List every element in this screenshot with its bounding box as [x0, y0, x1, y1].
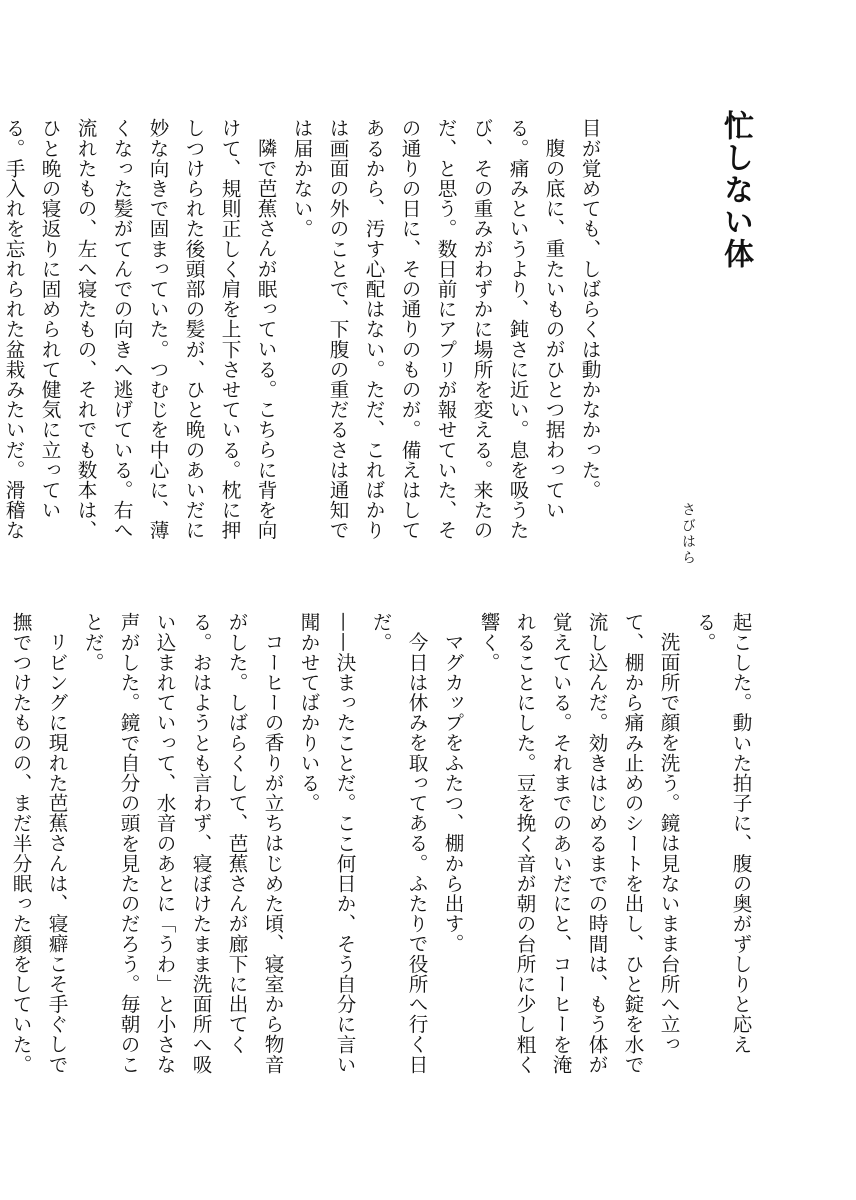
paragraph: 起こした。動いた拍子に、腹の奥がずしりと応える。 [693, 612, 752, 1055]
paragraph: 腹の底に、重たいものがひとつ据わっている。痛みというより、鈍さに近い。息を吸うたび、その重みがわずかに場所を変える。来たのだ、と思う。数日前にアプリが報せていた、その通りの日に、その通りのものが。備えはしてあるから、汚す心配はない。ただ、こればかりは画面の外のことで、下腹の重だるさは通知では届かない。 [290, 118, 565, 541]
lower-text-block [9, 612, 758, 1082]
paragraph: 今日は休みを取ってある。ふたりで役所へ行く日だ。 [369, 612, 428, 1074]
paragraph: マグカップをふたつ、棚から出す。 [441, 631, 464, 954]
author-name: さびはら [680, 502, 696, 566]
paragraph: 洗面所で顔を洗う。鏡は見ないまま台所へ立って、棚から痛み止めのシートを出し、ひと錠を水で流し込んだ。効きはじめるまでの時間は、もう体が覚えている。それまでのあいだにと、コーヒーを淹れることにした。豆を挽く音が朝の台所に少し粗く響く。 [477, 612, 680, 1075]
paragraph: リビングに現れた芭蕉さんは、寝癖こそ手ぐしで撫でつけたものの、まだ半分眠った顔をしていた。 [9, 612, 68, 1075]
paragraph: コーヒーの香りが立ちはじめた頃、寝室から物音がした。しばらくして、芭蕉さんが廊下に出てくる。おはようとも言わず、寝ぼけたまま洗面所へ吸い込まれていって、水音のあとに「うわ」と小さな声がした。鏡で自分の頭を見たのだろう。毎朝のことだ。 [81, 612, 284, 1075]
story-title: 忙しない体 [718, 110, 753, 270]
paragraph: 目が覚めても、しばらくは動かなかった。 [578, 118, 601, 500]
upper-text-block [2, 118, 607, 558]
paragraph: ——決まったことだ。ここ何日か、そう自分に言い聞かせてばかりいる。 [297, 612, 356, 1075]
paragraph: 隣で芭蕉さんが眠っている。こちらに背を向けて、規則正しく肩を上下させている。枕に押しつけられた後頭部の髪が、ひと晩のあいだに妙な向きで固まっていた。つむじを中心に、薄くなった髪がてんでの向きへ逃げている。右へ流れたもの、左へ寝たもの、それでも数本は、ひと晩の寝返りに固められて健気に立っている。手入れを忘れられた盆栽みたいだ。滑稽な [2, 118, 277, 541]
